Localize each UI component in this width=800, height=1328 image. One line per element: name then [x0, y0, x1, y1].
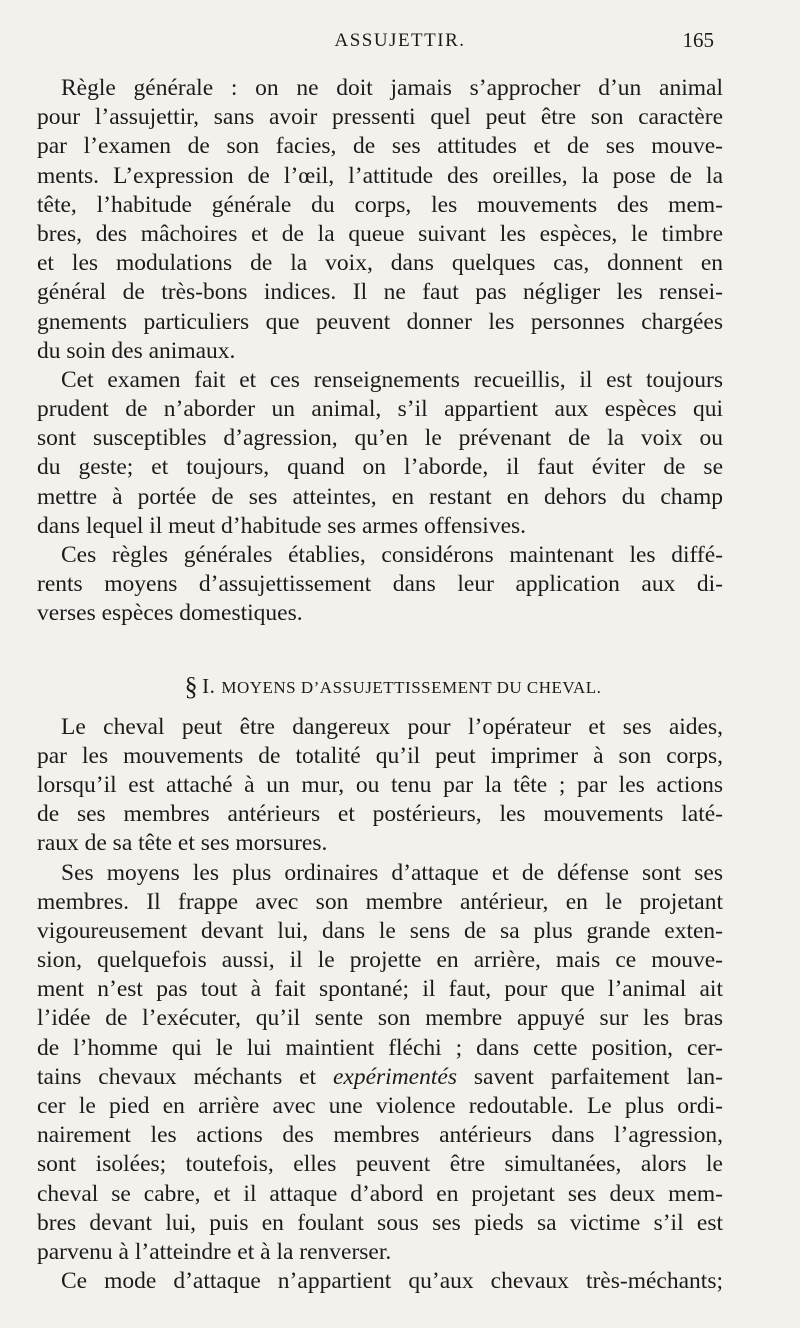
paragraph-1 [37, 74, 723, 366]
section-number: I. [202, 673, 216, 698]
running-head [0, 30, 800, 60]
text-line: prudent de n’aborder un animal, s’il appartient aux espèces qui [37, 396, 723, 423]
text-run: savent parfaitement lan- [456, 1063, 723, 1090]
text-line: cer le pied en arrière avec une violence redoutable. Le plus ordi- [37, 1093, 723, 1119]
running-head-title: ASSUJETTIR. [334, 30, 466, 51]
text-line: lorsqu’il est attaché à un mur, ou tenu par la tête ; par les actions [37, 771, 723, 798]
text-run: tains chevaux méchants et [37, 1063, 333, 1090]
paragraph-3 [37, 541, 723, 629]
text-line: cheval se cabre, et il attaque d’abord en projetant ses deux mem- [37, 1180, 723, 1207]
text-line: l’idée de l’exécuter, qu’il sente son membre appuyé sur les bras [37, 1005, 723, 1032]
text-line: parvenu à l’atteindre et à la renverser. [37, 1238, 392, 1265]
text-line: et les modulations de la voix, dans quelques cas, donnent en [37, 250, 723, 277]
text-line: Règle générale : on ne doit jamais s’approcher d’un animal [61, 75, 723, 101]
text-line: pour l’assujettir, sans avoir pressenti quel peut être son caractère [37, 104, 723, 131]
text-line: par l’examen de son facies, de ses attitudes et de ses mouve- [37, 133, 723, 160]
section-sign: § [184, 671, 199, 701]
text-line: gnements particuliers que peuvent donner les personnes chargées [37, 308, 723, 335]
section-heading [37, 671, 723, 701]
page-number: 165 [682, 28, 714, 52]
text-line: général de très-bons indices. Il ne faut pas négliger les rensei- [37, 279, 723, 306]
text-line: par les mouvements de totalité qu’il peut imprimer à son corps, [37, 742, 723, 769]
text-line: du soin des animaux. [37, 337, 236, 364]
text-line: sont isolées; toutefois, elles peuvent être simultanées, alors le [37, 1151, 723, 1178]
text-line: verses espèces domestiques. [37, 600, 303, 627]
text-line: Ses moyens les plus ordinaires d’attaque et de défense sont ses [61, 859, 723, 886]
text-line: tête, l’habitude générale du corps, les mouvements des mem- [37, 191, 723, 218]
text-line: de l’homme qui le lui maintient fléchi ; dans cette position, cer- [37, 1034, 723, 1061]
text-line: raux de sa tête et ses morsures. [37, 830, 328, 857]
text-line: sion, quelquefois aussi, il le projette en arrière, mais ce mouve- [37, 947, 723, 974]
section-spacing [37, 629, 723, 671]
italic-text-run: expérimentés [333, 1063, 457, 1090]
body-text [37, 74, 723, 1296]
text-line-with-italic [37, 1063, 723, 1092]
paragraph-5 [37, 859, 723, 1268]
text-line: dans lequel il meut d’habitude ses armes offensives. [37, 512, 527, 539]
paragraph-2 [37, 366, 723, 541]
text-line: Le cheval peut être dangereux pour l’opérateur et ses aides, [61, 713, 723, 740]
text-line: membres. Il frappe avec son membre antérieur, en le projetant [37, 888, 723, 915]
text-line: vigoureusement devant lui, dans le sens de sa plus grande exten- [37, 917, 723, 944]
text-line: nairement les actions des membres antérieurs dans l’agression, [37, 1122, 723, 1149]
text-line: rents moyens d’assujettissement dans leur application aux di- [37, 571, 723, 598]
section-spacing [37, 701, 723, 713]
text-line: Cet examen fait et ces renseignements recueillis, il est toujours [61, 366, 723, 393]
text-line: bres, des mâchoires et de la queue suivant les espèces, le timbre [37, 220, 723, 247]
text-line: ment n’est pas tout à fait spontané; il faut, pour que l’animal ait [37, 976, 723, 1003]
text-line: Ce mode d’attaque n’appartient qu’aux chevaux très-méchants; [61, 1268, 723, 1295]
text-line: sont susceptibles d’agression, qu’en le prévenant de la voix ou [37, 425, 723, 452]
paragraph-4 [37, 713, 723, 859]
text-line: du geste; et toujours, quand on l’aborde, il faut éviter de se [37, 454, 723, 481]
text-line: de ses membres antérieurs et postérieurs, les mouvements laté- [37, 801, 723, 828]
section-title: MOYENS D’ASSUJETTISSEMENT DU CHEVAL. [221, 677, 602, 697]
text-line: mettre à portée de ses atteintes, en restant en dehors du champ [37, 483, 723, 510]
paragraph-6 [37, 1267, 723, 1296]
text-line: ments. L’expression de l’œil, l’attitude des oreilles, la pose de la [37, 162, 723, 189]
text-line: bres devant lui, puis en foulant sous ses pieds sa victime s’il est [37, 1209, 723, 1236]
text-line: Ces règles générales établies, considérons maintenant les diffé- [61, 542, 723, 568]
